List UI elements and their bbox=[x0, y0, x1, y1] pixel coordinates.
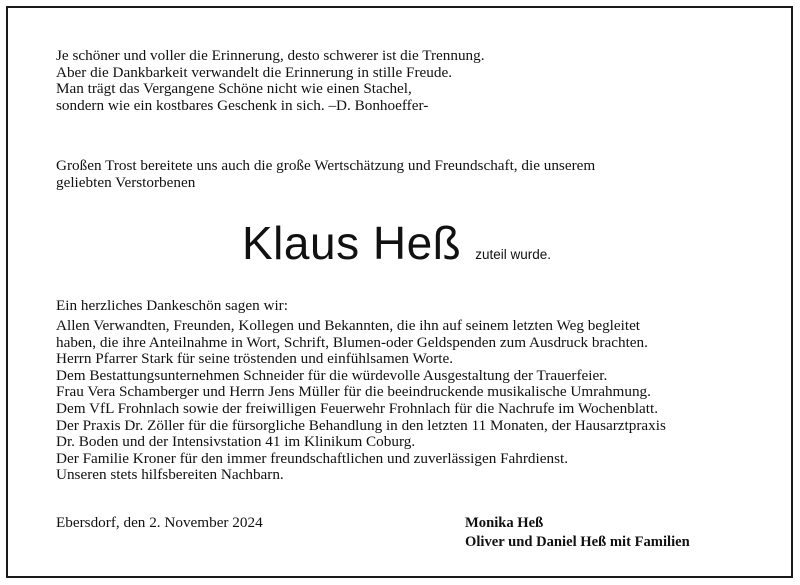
thanks-line: Dr. Boden und der Intensivstation 41 im Klinikum Coburg. bbox=[56, 433, 416, 451]
signature-line: Monika Heß bbox=[465, 515, 544, 531]
thanks-line: Frau Vera Schamberger und Herrn Jens Müller für die beeindruckende musikalische Umrahmung. bbox=[56, 383, 651, 401]
thanks-intro-text: Ein herzliches Dankeschön sagen wir: bbox=[56, 297, 288, 314]
condolence-intro bbox=[56, 158, 595, 191]
place-date: Ebersdorf, den 2. November 2024 bbox=[56, 514, 263, 531]
quote-line: sondern wie ein kostbares Geschenk in sich. –D. Bonhoeffer- bbox=[56, 96, 429, 114]
notice-frame bbox=[6, 6, 793, 578]
deceased-name-row bbox=[242, 216, 551, 270]
thanks-list bbox=[56, 318, 666, 484]
signature-line: Oliver und Daniel Heß mit Familien bbox=[465, 533, 690, 550]
thanks-intro bbox=[56, 298, 288, 315]
thanks-line: haben, die ihre Anteilnahme in Wort, Schrift, Blumen-oder Geldspenden zum Ausdruck brachten. bbox=[56, 333, 648, 351]
deceased-name: Klaus Heß bbox=[242, 217, 462, 269]
name-suffix: zuteil wurde. bbox=[475, 247, 552, 262]
quote-line: Aber die Dankbarkeit verwandelt die Erinnerung in stille Freude. bbox=[56, 63, 453, 81]
bonhoeffer-quote bbox=[56, 48, 485, 114]
condolence-line: Großen Trost bereitete uns auch die große Wertschätzung und Freundschaft, die unserem bbox=[56, 157, 596, 174]
thanks-line: Dem Bestattungsunternehmen Schneider für die würdevolle Ausgestaltung der Trauerfeier. bbox=[56, 366, 608, 384]
thanks-line: Unseren stets hilfsbereiten Nachbarn. bbox=[56, 466, 284, 484]
signatures bbox=[465, 514, 690, 551]
quote-line: Man trägt das Vergangene Schöne nicht wie einen Stachel, bbox=[56, 80, 412, 98]
thanks-line: Herrn Pfarrer Stark für seine tröstenden und einfühlsamen Worte. bbox=[56, 350, 454, 368]
condolence-line: geliebten Verstorbenen bbox=[56, 173, 196, 191]
thanks-line: Der Familie Kroner für den immer freundschaftlichen und zuverlässigen Fahrdienst. bbox=[56, 449, 568, 467]
thanks-line: Der Praxis Dr. Zöller für die fürsorgliche Behandlung in den letzten 11 Monaten, der Hausarztpraxis bbox=[56, 416, 666, 434]
thanks-line: Allen Verwandten, Freunden, Kollegen und Bekannten, die ihn auf seinem letzten Weg begleitet bbox=[56, 317, 641, 334]
thanks-line: Dem VfL Frohnlach sowie der freiwilligen Feuerwehr Frohnlach für die Nachrufe im Wochenblatt. bbox=[56, 399, 659, 417]
quote-line: Je schöner und voller die Erinnerung, desto schwerer ist die Trennung. bbox=[56, 47, 485, 64]
